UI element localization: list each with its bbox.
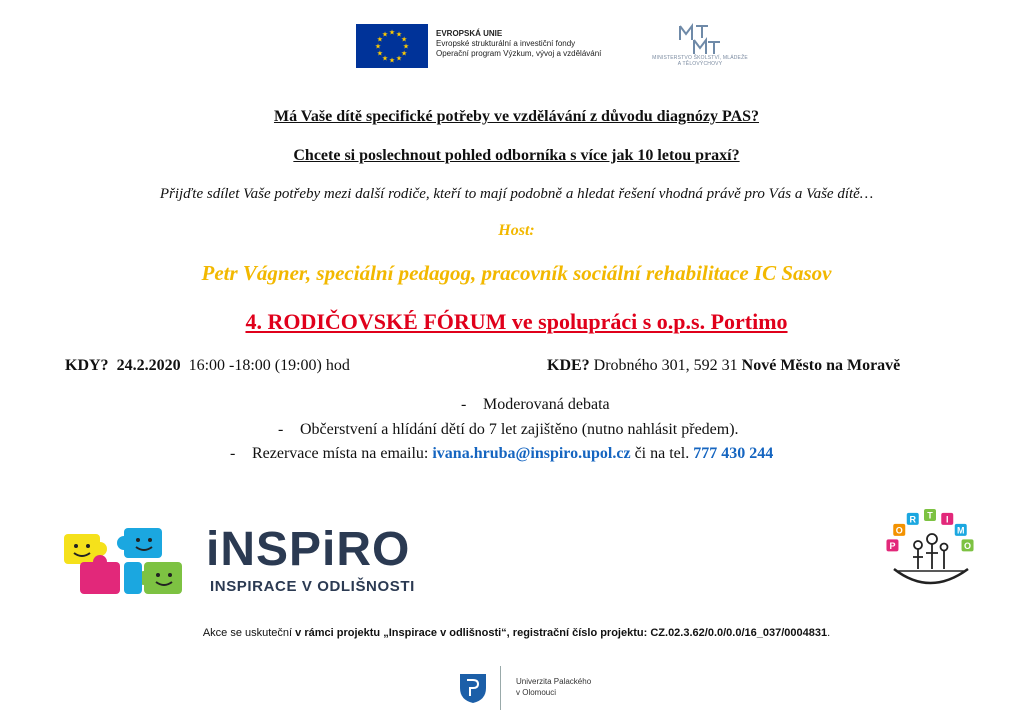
note-reg-number: CZ.02.3.62/0.0/0.0/16_037/0004831 [650, 627, 828, 639]
project-footer-note [0, 627, 1033, 639]
note-prefix: Akce se uskuteční [202, 627, 293, 639]
reservation-email-link[interactable]: ivana.hruba@inspiro.upol.cz [432, 445, 631, 462]
event-time: 16:00 -18:00 (19:00) hod [188, 357, 350, 374]
upol-line-1: Univerzita Palackého [516, 677, 592, 686]
reservation-middle: či na tel. [634, 445, 690, 462]
eu-program-text [436, 29, 601, 59]
eu-line-2: Evropské strukturální a investiční fondy [436, 39, 576, 48]
bullet-refreshments [278, 421, 739, 439]
eu-line-1: EVROPSKÁ UNIE [436, 29, 503, 38]
eu-star-icon: ★ [376, 49, 384, 58]
reservation-prefix: Rezervace místa na emailu: [252, 445, 429, 462]
bullet-dash: - [230, 445, 236, 462]
eu-star-icon: ★ [400, 49, 408, 58]
question-pas: Má Vaše dítě specifické potřeby ve vzdělávání z důvodu diagnózy PAS? [273, 108, 760, 125]
portimo-letter: P [889, 540, 896, 551]
forum-title: 4. RODIČOVSKÉ FÓRUM ve spolupráci s o.p.s. Portimo [245, 309, 788, 334]
event-when [65, 357, 350, 375]
portimo-logo [880, 505, 980, 597]
when-label: KDY? [65, 357, 109, 374]
portimo-letter: T [927, 510, 933, 521]
portimo-letter: O [964, 540, 972, 551]
upol-name [516, 676, 591, 698]
event-where [547, 357, 900, 375]
portimo-letter: M [956, 525, 965, 536]
eu-line-3: Operační program Výzkum, vývoj a vzdělávání [436, 49, 602, 58]
eu-star-icon: ★ [381, 54, 389, 63]
eu-star-icon: ★ [402, 42, 410, 51]
bullet-debate-text: Moderovaná debata [483, 396, 610, 413]
bullet-debate [461, 396, 610, 414]
eu-star-icon: ★ [395, 54, 403, 63]
upol-divider [500, 666, 501, 710]
note-project-name: v rámci projektu „Inspirace v odlišnosti“, registrační číslo projektu: [295, 627, 648, 639]
eu-star-icon: ★ [395, 30, 403, 39]
eu-star-icon: ★ [376, 35, 384, 44]
bullet-refreshments-text: Občerstvení a hlídání dětí do 7 let zajištěno (nutno nahlásit předem). [300, 421, 739, 438]
portimo-letter: R [909, 514, 916, 525]
eu-star-icon: ★ [388, 28, 396, 37]
eu-star-icon: ★ [374, 42, 382, 51]
upol-crest-icon [458, 672, 488, 704]
portimo-letter: I [945, 514, 949, 525]
note-end: . [827, 627, 831, 639]
puzzle-pieces-icon [62, 526, 186, 598]
host-label: Host: [498, 222, 535, 239]
question-expert: Chcete si poslechnout pohled odborníka s více jak 10 letou praxí? [293, 147, 740, 164]
inspiro-wordmark: iNSPiRO [206, 523, 411, 576]
inspiro-tagline: INSPIRACE V ODLIŠNOSTI [210, 578, 415, 595]
bullet-dash: - [461, 396, 467, 413]
where-label: KDE? [547, 357, 590, 374]
event-date: 24.2.2020 [116, 357, 181, 374]
invitation-text: Přijďte sdílet Vaše potřeby mezi další rodiče, kteří to mají podobně a hledat řešení vhodná právě pro Vás a Vaše dítě… [159, 186, 874, 202]
reservation-phone[interactable]: 777 430 244 [693, 445, 774, 462]
event-town: Nové Město na Moravě [741, 357, 901, 374]
bullet-reservation [230, 445, 773, 463]
msmt-caption: MINISTERSTVO ŠKOLSTVÍ, MLÁDEŽE A TĚLOVÝCHOVY [652, 55, 748, 67]
host-name: Petr Vágner, speciální pedagog, pracovník sociální rehabilitace IC Sasov [201, 261, 832, 285]
eu-star-icon: ★ [388, 56, 396, 65]
eu-flag-logo [356, 24, 428, 68]
bullet-dash: - [278, 421, 284, 438]
eu-star-icon: ★ [400, 35, 408, 44]
portimo-letter: O [895, 525, 903, 536]
eu-star-icon: ★ [381, 30, 389, 39]
upol-line-2: v Olomouci [516, 688, 557, 697]
event-address: Drobného 301, 592 31 [593, 357, 738, 374]
